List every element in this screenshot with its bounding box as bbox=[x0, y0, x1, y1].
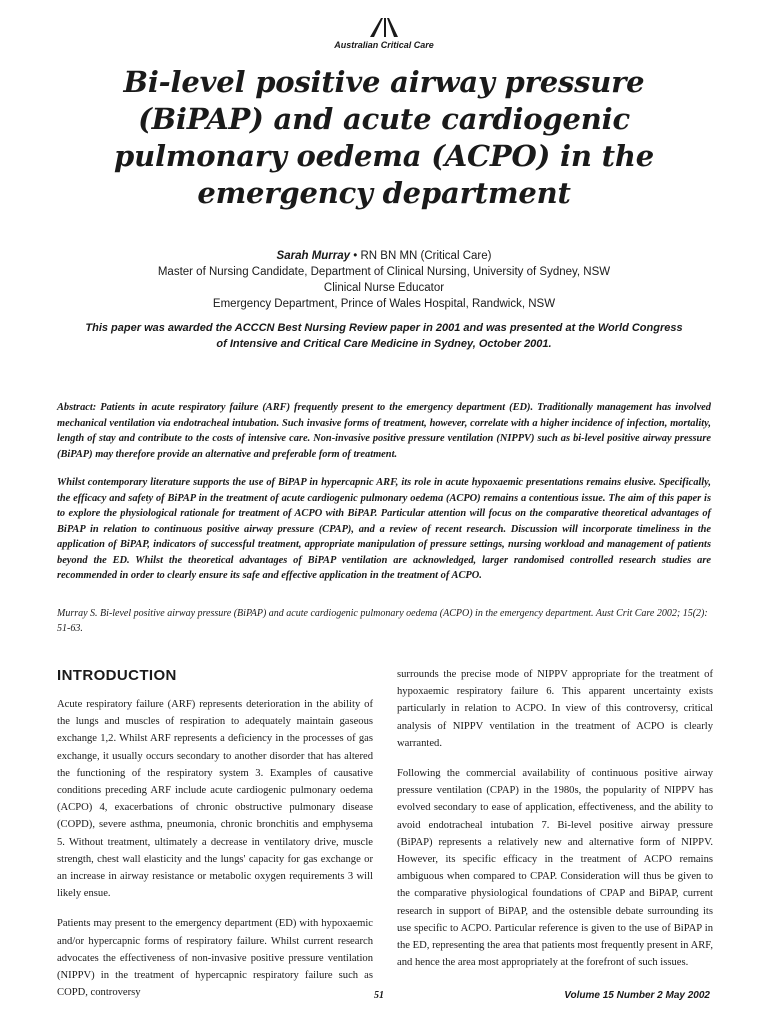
author-role: Clinical Nurse Educator bbox=[323, 282, 445, 294]
author-name: Sarah Murray bbox=[276, 250, 351, 262]
author-affiliation-1: Master of Nursing Candidate, Department of Clinical Nursing, University of Sydney, NSW bbox=[157, 266, 611, 278]
author-affiliation-2: Emergency Department, Prince of Wales Hospital, Randwick, NSW bbox=[212, 298, 556, 310]
award-note: This paper was awarded the ACCCN Best Nursing Review paper in 2001 and was presented at the World Congress of Intensive and Critical Care Medicine in Sydney, October 2001. bbox=[85, 322, 683, 350]
citation: Murray S. Bi-level positive airway pressure (BiPAP) and acute cardiogenic pulmonary oedema (ACPO) in the emergency department. Aust Crit Care 2002; 15(2): 51-63. bbox=[57, 608, 708, 634]
journal-name: Australian Critical Care bbox=[334, 40, 434, 50]
issue-info: Volume 15 Number 2 May 2002 bbox=[564, 990, 710, 1001]
body-paragraph: Acute respiratory failure (ARF) represents deterioration in the ability of the lungs and muscles of respiration to adequately maintain gaseous exchange 1,2. Whilst ARF represents a deficiency in the processes of gas exchange, it usually occurs secondary to another disorder that has altered the functioning of the respiratory system 3. Examples of causative conditions preceding ARF include acute cardiogenic pulmonary oedema (ACPO) 4, exacerbations of chronic obstructive pulmonary disease (COPD), severe asthma, pneumonia, chronic bronchitis and emphysema 5. Without treatment, ultimately a decrease in ventilatory drive, muscle strength, chest wall elasticity and the lungs' capacity for gas exchange or an increase in airway resistance or metabolic oxygen requirements 3 will likely ensue. bbox=[57, 699, 373, 900]
section-heading-introduction: INTRODUCTION bbox=[57, 667, 177, 684]
article-title: Bi-level positive airway pressure (BiPAP) and acute cardiogenic pulmonary oedema (ACPO) in the emergency department bbox=[114, 65, 654, 210]
abstract-paragraph-2: Whilst contemporary literature supports the use of BiPAP in hypercapnic ARF, its role in acute hypoxaemic presentations remains elusive. Specifically, the efficacy and safety of BiPAP in the treatment of acute cardiogenic pulmonary oedema (ACPO) remains a contentious issue. The aim of this paper is to explore the physiological rationale for treatment of ACPO with BiPAP. Particular attention will focus on the comparative theoretical advantages of BiPAP in relation to continuous positive airway pressure (CPAP), and a review of recent research. Discussion will incorporate timeliness in the application of BiPAP, indicators of successful treatment, appropriate manipulation of pressure settings, nursing workload and management of patients beyond the ED. Whilst the theoretical advantages of BiPAP ventilation are acknowledged, larger randomised controlled research studies are recommended in order to clearly ensure its safe and effective application in the treatment of ACPO. bbox=[57, 477, 711, 581]
journal-logo-icon bbox=[368, 16, 400, 38]
page-number: 51 bbox=[374, 990, 384, 1001]
body-paragraph: surrounds the precise mode of NIPPV appropriate for the treatment of hypoxaemic respiratory failure 6. This apparent uncertainty exists particularly in relation to ACPO. In view of this controversy, critical analysis of NIPPV ventilation in the treatment of ACPO is clearly warranted. bbox=[397, 669, 713, 749]
right-column bbox=[397, 666, 713, 984]
author-credentials: RN BN MN (Critical Care) bbox=[360, 250, 492, 262]
author-line-1 bbox=[0, 248, 768, 264]
author-block bbox=[0, 248, 768, 312]
author-separator: • bbox=[353, 250, 361, 262]
abstract-paragraph-1: Abstract: Patients in acute respiratory failure (ARF) frequently present to the emergency department (ED). Traditionally management has involved mechanical ventilation via endotracheal intubation. Such invasive forms of treatment, however, correlate with a higher incidence of infection, mortality, length of stay and contribute to the costs of intensive care. Non-invasive positive pressure ventilation (NIPPV) such as bi-level positive airway pressure (BiPAP) may therefore provide an alternative and preferable form of treatment. bbox=[57, 402, 711, 460]
left-column bbox=[57, 666, 373, 1014]
body-paragraph: Following the commercial availability of continuous positive airway pressure ventilation (CPAP) in the 1980s, the popularity of NIPPV has evolved secondary to ease of application, effectiveness, and the ability to avoid endotracheal intubation 7. Bi-level positive airway pressure (BiPAP) represents a relatively new and alternative form of NIPPV. However, its specific efficacy in the treatment of ACPO remains ambiguous when compared to CPAP. Consideration will thus be given to the comparative physiological foundations of CPAP and BiPAP, current research in support of BiPAP, and the ostensible debate surrounding its use specific to ACPO. Particular reference is given to the use of BiPAP in the ED, representing the area that patients most frequently present in ARF, and hence the area most appropriately at the forefront of such issues. bbox=[397, 768, 713, 969]
body-paragraph: Patients may present to the emergency department (ED) with hypoxaemic and/or hypercapnic forms of respiratory failure. Whilst current research advocates the effectiveness of non-invasive positive pressure ventilation (NIPPV) in the treatment of hypercapnic respiratory failure such as COPD, controversy bbox=[57, 918, 373, 999]
